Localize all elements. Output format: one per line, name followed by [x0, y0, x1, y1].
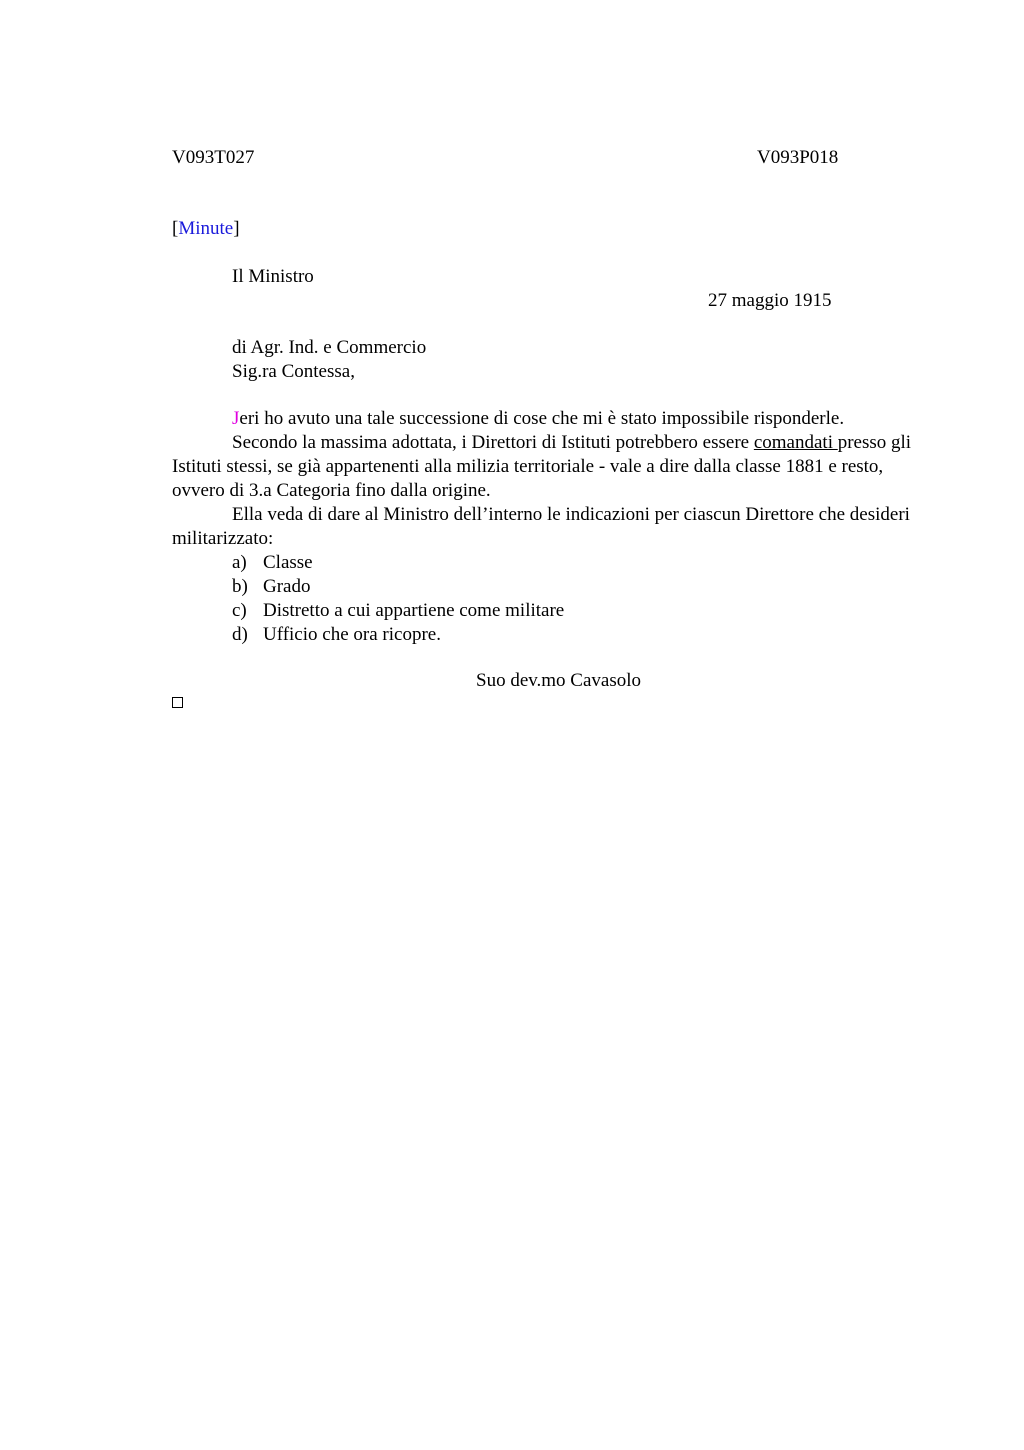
- list-marker: b): [232, 576, 248, 597]
- minute-open-bracket: [: [172, 218, 179, 239]
- document-code-right: V093P018: [757, 147, 839, 168]
- paragraph-1-text: eri ho avuto una tale successione di cose che mi è stato impossibile risponderle.: [239, 408, 845, 429]
- letter-date: 27 maggio 1915: [708, 290, 832, 311]
- paragraph-2: [172, 431, 920, 503]
- list-item-text: Distretto a cui appartiene come militare: [263, 600, 565, 621]
- list-marker: c): [232, 600, 247, 621]
- minute-tag: [172, 217, 240, 241]
- list-item-text: Ufficio che ora ricopre.: [263, 624, 441, 645]
- sender-title: Il Ministro: [232, 266, 314, 287]
- paragraph-2-text-after: presso gli Istituti stessi, se già appartenenti alla milizia territoriale - vale a dire dalla classe 1881 e resto, ovvero di 3.a Categoria fino dalla origine.: [172, 432, 912, 501]
- requirements-list: [172, 551, 920, 647]
- square-outline-icon: [172, 697, 183, 708]
- paragraph-1: [172, 407, 920, 431]
- minute-close-bracket: ]: [233, 218, 240, 239]
- initial-letter: J: [232, 408, 240, 429]
- list-item: [172, 551, 920, 575]
- document-code-left: V093T027: [172, 147, 255, 168]
- underlined-word: comandati: [753, 432, 838, 453]
- letter-body: [172, 407, 920, 647]
- list-marker: a): [232, 552, 247, 573]
- paragraph-3: Ella veda di dare al Ministro dell’interno le indicazioni per ciascun Direttore che desideri militarizzato:: [172, 504, 910, 549]
- sender-ministry: di Agr. Ind. e Commercio: [232, 337, 427, 358]
- paragraph-2-text-before: Secondo la massima adottata, i Direttori di Istituti potrebbero essere: [232, 432, 754, 453]
- minute-label: Minute: [178, 218, 234, 239]
- signature: Suo dev.mo Cavasolo: [476, 670, 642, 691]
- list-item-text: Classe: [263, 552, 313, 573]
- list-item: [172, 599, 920, 623]
- salutation: Sig.ra Contessa,: [232, 361, 355, 382]
- list-item-text: Grado: [263, 576, 311, 597]
- list-item: [172, 575, 920, 599]
- list-marker: d): [232, 624, 248, 645]
- list-item: [172, 623, 920, 647]
